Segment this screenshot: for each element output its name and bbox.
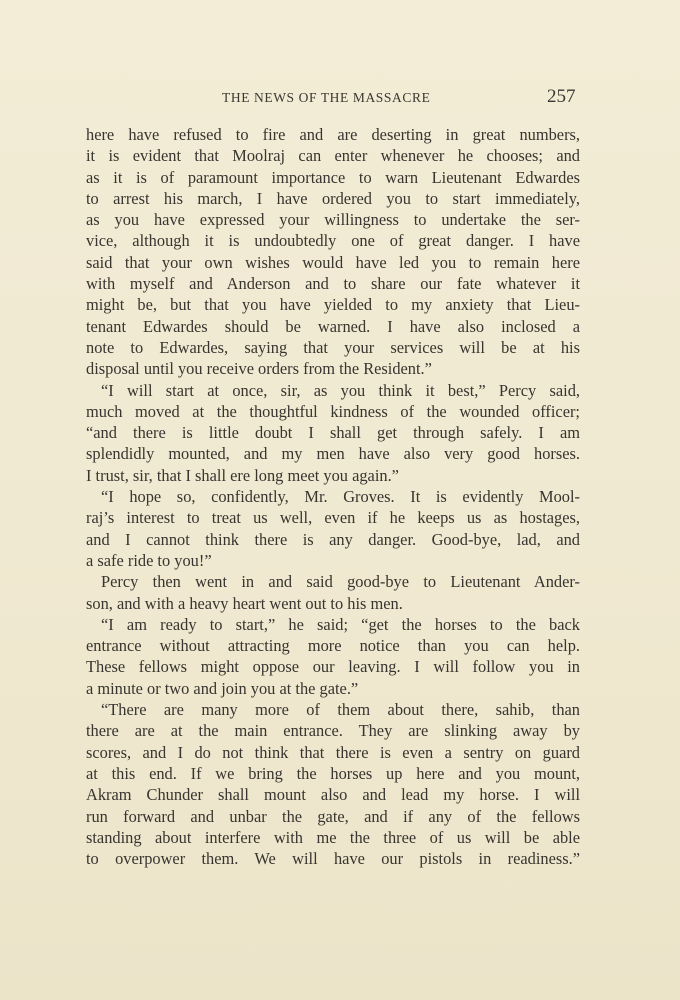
text-line: scores, and I do not think that there is even a sentry on guard (86, 742, 580, 762)
text-line: Akram Chunder shall mount also and lead my horse. I will (86, 785, 580, 805)
text-line: a minute or two and join you at the gate.” (86, 678, 359, 698)
text-line: here have refused to fire and are deserting in great numbers, (86, 125, 580, 144)
text-line: might be, but that you have yielded to my anxiety that Lieu- (86, 295, 580, 315)
running-head (0, 86, 680, 110)
text-line: as it is of paramount importance to warn Lieutenant Edwardes (86, 167, 580, 187)
text-line: to overpower them. We will have our pistols in readiness.” (86, 849, 580, 869)
text-line: “I am ready to start,” he said; “get the horses to the back (101, 614, 580, 634)
text-line: run forward and unbar the gate, and if any of the fellows (86, 806, 580, 826)
text-line: note to Edwardes, saying that your services will be at his (86, 337, 580, 357)
text-line: as you have expressed your willingness to undertake the ser- (86, 210, 580, 230)
text-line: it is evident that Moolraj can enter whenever he chooses; and (86, 146, 580, 166)
text-line: “There are many more of them about there, sahib, than (101, 700, 580, 720)
text-line: “and there is little doubt I shall get through safely. I am (86, 423, 580, 443)
text-line: with myself and Anderson and to share our fate whatever it (86, 274, 580, 294)
text-line: and I cannot think there is any danger. Good-bye, lad, and (86, 529, 580, 549)
text-line: said that your own wishes would have led you to remain here (86, 252, 580, 272)
body-text (86, 124, 580, 869)
text-line: standing about interfere with me the three of us will be able (86, 827, 580, 847)
text-line: I trust, sir, that I shall ere long meet you again.” (86, 465, 399, 485)
text-line: much moved at the thoughtful kindness of the wounded officer; (86, 401, 580, 421)
text-line: a safe ride to you!” (86, 550, 212, 570)
text-line: there are at the main entrance. They are slinking away by (86, 721, 580, 741)
text-line: to arrest his march, I have ordered you to start immediately, (86, 188, 580, 208)
text-line: entrance without attracting more notice than you can help. (86, 636, 580, 656)
running-title: THE NEWS OF THE MASSACRE (222, 90, 431, 105)
text-line: vice, although it is undoubtedly one of great danger. I have (86, 231, 580, 251)
text-line: These fellows might oppose our leaving. I will follow you in (86, 657, 580, 677)
text-line: splendidly mounted, and my men have also very good horses. (86, 444, 580, 464)
text-line: Percy then went in and said good-bye to Lieutenant Ander- (101, 572, 580, 592)
text-line: raj’s interest to treat us well, even if he keeps us as hostages, (86, 508, 580, 528)
text-line: son, and with a heavy heart went out to his men. (86, 593, 403, 613)
text-line: “I will start at once, sir, as you think it best,” Percy said, (101, 380, 580, 400)
text-line: at this end. If we bring the horses up here and you mount, (86, 763, 580, 783)
page-number: 257 (547, 86, 576, 107)
text-line: tenant Edwardes should be warned. I have also inclosed a (86, 316, 580, 336)
text-line: disposal until you receive orders from the Resident.” (86, 359, 432, 379)
text-line: “I hope so, confidently, Mr. Groves. It is evidently Mool- (101, 487, 580, 507)
